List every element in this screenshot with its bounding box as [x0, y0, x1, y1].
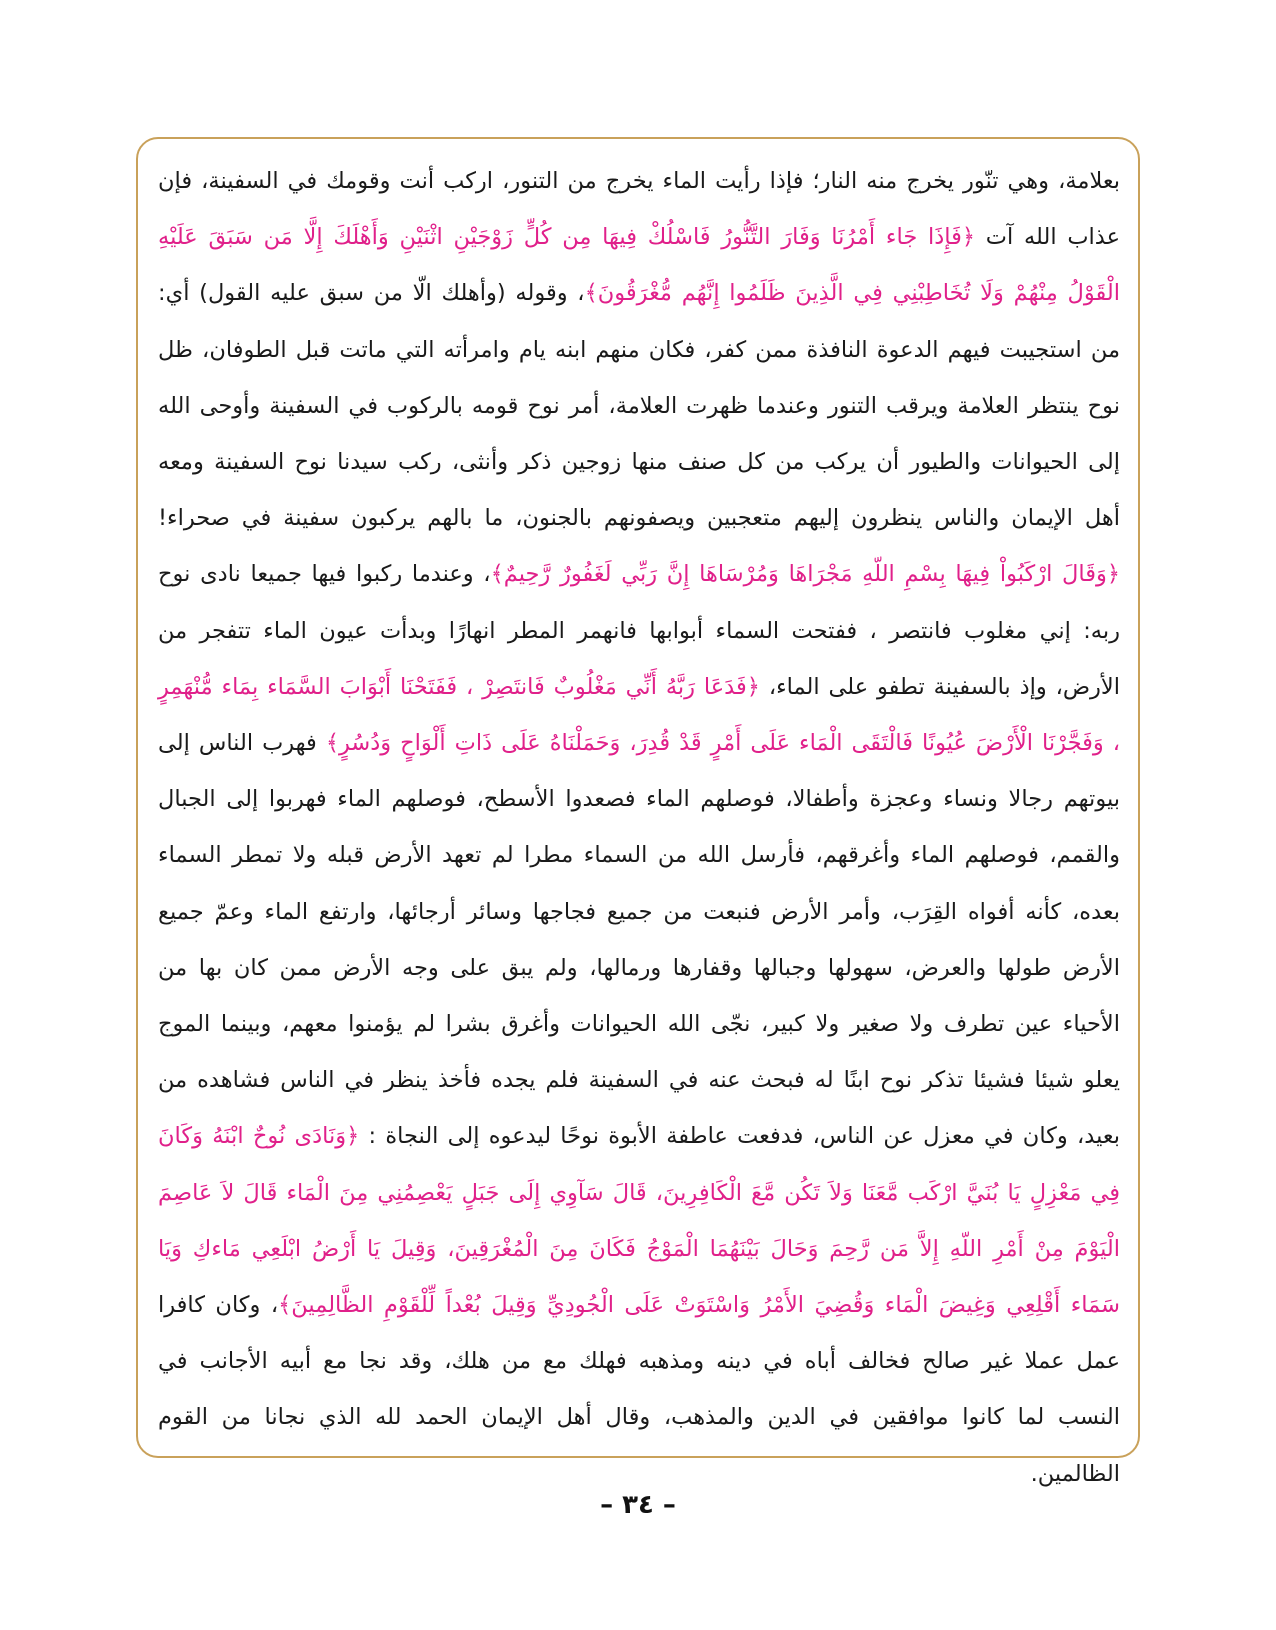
- narrative-text-3: ، وعندما ركبوا فيها جميعا نادى نوح ربه: إني مغلوب فانتصر ، ففتحت السماء أبوابها فانهمر المطر انهارًا وبدأت عيون الماء تتفجر من الأرض، وإذ بالسفينة تطفو على الماء،: [158, 561, 1120, 700]
- narrative-text-4: فهرب الناس إلى بيوتهم رجالا ونساء وعجزة وأطفالا، فوصلهم الماء فصعدوا الأسطح، فوصلهم الماء فهربوا إلى الجبال والقمم، فوصلهم الماء وأغرقهم، فأرسل الله من السماء مطرا لم تعهد الأرض قبله ولا تمطر السماء بعده، كأنه أفواه القِرَب، وأمر الأرض فنبعت من جميع فجاجها وسائر أرجائها، وارتفع الماء وعمّ جميع الأرض طولها والعرض، سهولها وجبالها وقفارها ورمالها، ولم يبق على وجه الأرض ممن كان بها من الأحياء عين تطرف ولا صغير ولا كبير، نجّى الله الحيوانات وأغرق بشرا لم يؤمنوا معهم، وبينما الموج يعلو شيئا فشيئا تذكر نوح ابنًا له فبحث عنه في السفينة فلم يجده فأخذ ينظر في الناس فشاهده من بعيد، وكان في معزل عن الناس، فدفعت عاطفة الأبوة نوحًا ليدعوه إلى النجاة :: [158, 730, 1120, 1150]
- narrative-text-2: ، وقوله (وأهلك الّا من سبق عليه القول) أي: من استجيبت فيهم الدعوة النافذة ممن كفر، فكان منهم ابنه يام وامرأته التي ماتت قبل الطوفان، ظل نوح ينتظر العلامة ويرقب التنور وعندما ظهرت العلامة، أمر نوح قومه بالركوب في السفينة وأوحى الله إلى الحيوانات والطيور أن يركب من كل صنف منها زوجين ذكر وأنثى، ركب سيدنا نوح السفينة ومعه أهل الإيمان والناس ينظرون إليهم متعجبين ويصفونهم بالجنون، ما بالهم يركبون سفينة في صحراء!: [158, 280, 1120, 532]
- quran-verse-2: ﴿وَقَالَ ارْكَبُواْ فِيهَا بِسْمِ اللّهِ مَجْرَاهَا وَمُرْسَاهَا إِنَّ رَبِّي لَغَفُورٌ رَّحِيمٌ﴾: [490, 561, 1120, 588]
- narrative-text-5: ، وكان كافرا عمل عملا غير صالح فخالف أباه في دينه ومذهبه فهلك مع من هلك، وقد نجا مع أبيه الأجانب في النسب لما كانوا موافقين في الدين والمذهب، وقال أهل الإيمان الحمد لله الذي نجانا من القوم الظالمين.: [158, 1292, 1120, 1487]
- quran-verse-1: ﴿فَإِذَا جَاء أَمْرُنَا وَفَارَ التَّنُّورُ فَاسْلُكْ فِيهَا مِن كُلٍّ زَوْجَيْنِ اثْنَيْنِ وَأَهْلَكَ إِلَّا مَن سَبَقَ عَلَيْهِ الْقَوْلُ مِنْهُمْ وَلَا تُخَاطِبْنِي فِي الَّذِينَ ظَلَمُوا إِنَّهُم مُّغْرَقُونَ﴾: [158, 224, 1120, 307]
- page-number: – ٣٤ –: [600, 1490, 676, 1520]
- quran-verse-3: ﴿فَدَعَا رَبَّهُ أَنِّي مَغْلُوبٌ فَانتَصِرْ ، فَفَتَحْنَا أَبْوَابَ السَّمَاء بِمَاء مُّنْهَمِرٍ ، وَفَجَّرْنَا الْأَرْضَ عُيُونًا فَالْتَقَى الْمَاء عَلَى أَمْرٍ قَدْ قُدِرَ، وَحَمَلْنَاهُ عَلَى ذَاتِ أَلْوَاحٍ وَدُسُرٍ﴾: [158, 673, 1120, 757]
- story-paragraph: [158, 153, 1120, 1502]
- quran-verse-4: ﴿وَنَادَى نُوحٌ ابْنَهُ وَكَانَ فِي مَعْزِلٍ يَا بُنَيَّ ارْكَب مَّعَنَا وَلاَ تَكُن مَّعَ الْكَافِرِينَ، قَالَ سَآوِي إِلَى جَبَلٍ يَعْصِمُنِي مِنَ الْمَاء قَالَ لاَ عَاصِمَ الْيَوْمَ مِنْ أَمْرِ اللّهِ إِلاَّ مَن رَّحِمَ وَحَالَ بَيْنَهُمَا الْمَوْجُ فَكَانَ مِنَ الْمُغْرَقِينَ، وَقِيلَ يَا أَرْضُ ابْلَعِي مَاءكِ وَيَا سَمَاء أَقْلِعِي وَغِيضَ الْمَاء وَقُضِيَ الأَمْرُ وَاسْتَوَتْ عَلَى الْجُودِيِّ وَقِيلَ بُعْداً لِّلْقَوْمِ الظَّالِمِينَ﴾: [158, 1123, 1120, 1319]
- narrative-text-1: بعلامة، وهي تنّور يخرج منه النار؛ فإذا رأيت الماء يخرج من التنور، اركب أنت وقومك في السفينة، فإن عذاب الله آت: [158, 168, 1121, 251]
